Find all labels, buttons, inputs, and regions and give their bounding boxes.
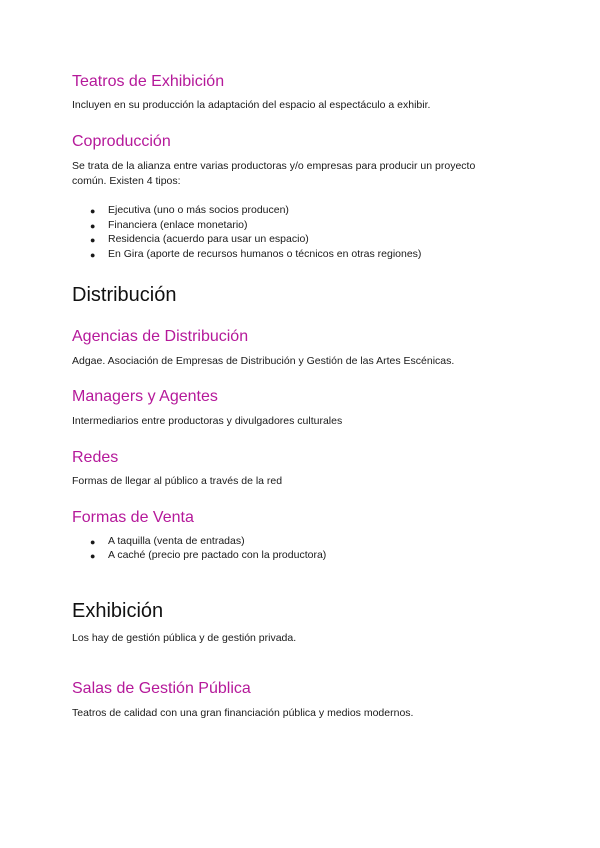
bullet-icon: ● (90, 235, 96, 245)
paragraph-agencias-distribucion: Adgae. Asociación de Empresas de Distribución y Gestión de las Artes Escénicas. (72, 355, 455, 367)
heading-salas-gestion-publica: Salas de Gestión Pública (72, 680, 251, 697)
list-item: A caché (precio pre pactado con la productora) (108, 549, 327, 561)
bullet-icon: ● (90, 206, 96, 216)
list-item: Ejecutiva (uno o más socios producen) (108, 204, 289, 216)
paragraph-salas-gestion-publica: Teatros de calidad con una gran financiación pública y medios modernos. (72, 707, 414, 719)
heading-redes: Redes (72, 449, 119, 466)
bullet-icon: ● (90, 551, 96, 561)
paragraph-coproduccion-line1: Se trata de la alianza entre varias productoras y/o empresas para producir un proyecto (72, 160, 476, 172)
heading-formas-venta: Formas de Venta (72, 509, 194, 526)
heading-managers-agentes: Managers y Agentes (72, 388, 218, 405)
heading-teatros-exhibicion: Teatros de Exhibición (72, 73, 225, 90)
heading-agencias-distribucion: Agencias de Distribución (72, 328, 249, 345)
paragraph-redes: Formas de llegar al público a través de la red (72, 475, 283, 487)
list-item: Financiera (enlace monetario) (108, 219, 248, 231)
bullet-icon: ● (90, 537, 96, 547)
heading-exhibicion: Exhibición (72, 600, 164, 622)
list-item: A taquilla (venta de entradas) (108, 535, 245, 547)
list-item: En Gira (aporte de recursos humanos o técnicos en otras regiones) (108, 248, 422, 260)
paragraph-exhibicion: Los hay de gestión pública y de gestión privada. (72, 632, 297, 644)
paragraph-managers-agentes: Intermediarios entre productoras y divulgadores culturales (72, 415, 343, 427)
bullet-icon: ● (90, 250, 96, 260)
heading-distribucion: Distribución (72, 284, 177, 306)
list-item: Residencia (acuerdo para usar un espacio) (108, 233, 309, 245)
paragraph-teatros-exhibicion: Incluyen en su producción la adaptación del espacio al espectáculo a exhibir. (72, 99, 431, 111)
paragraph-coproduccion-line2: común. Existen 4 tipos: (72, 175, 181, 187)
bullet-icon: ● (90, 221, 96, 231)
heading-coproduccion: Coproducción (72, 133, 171, 150)
